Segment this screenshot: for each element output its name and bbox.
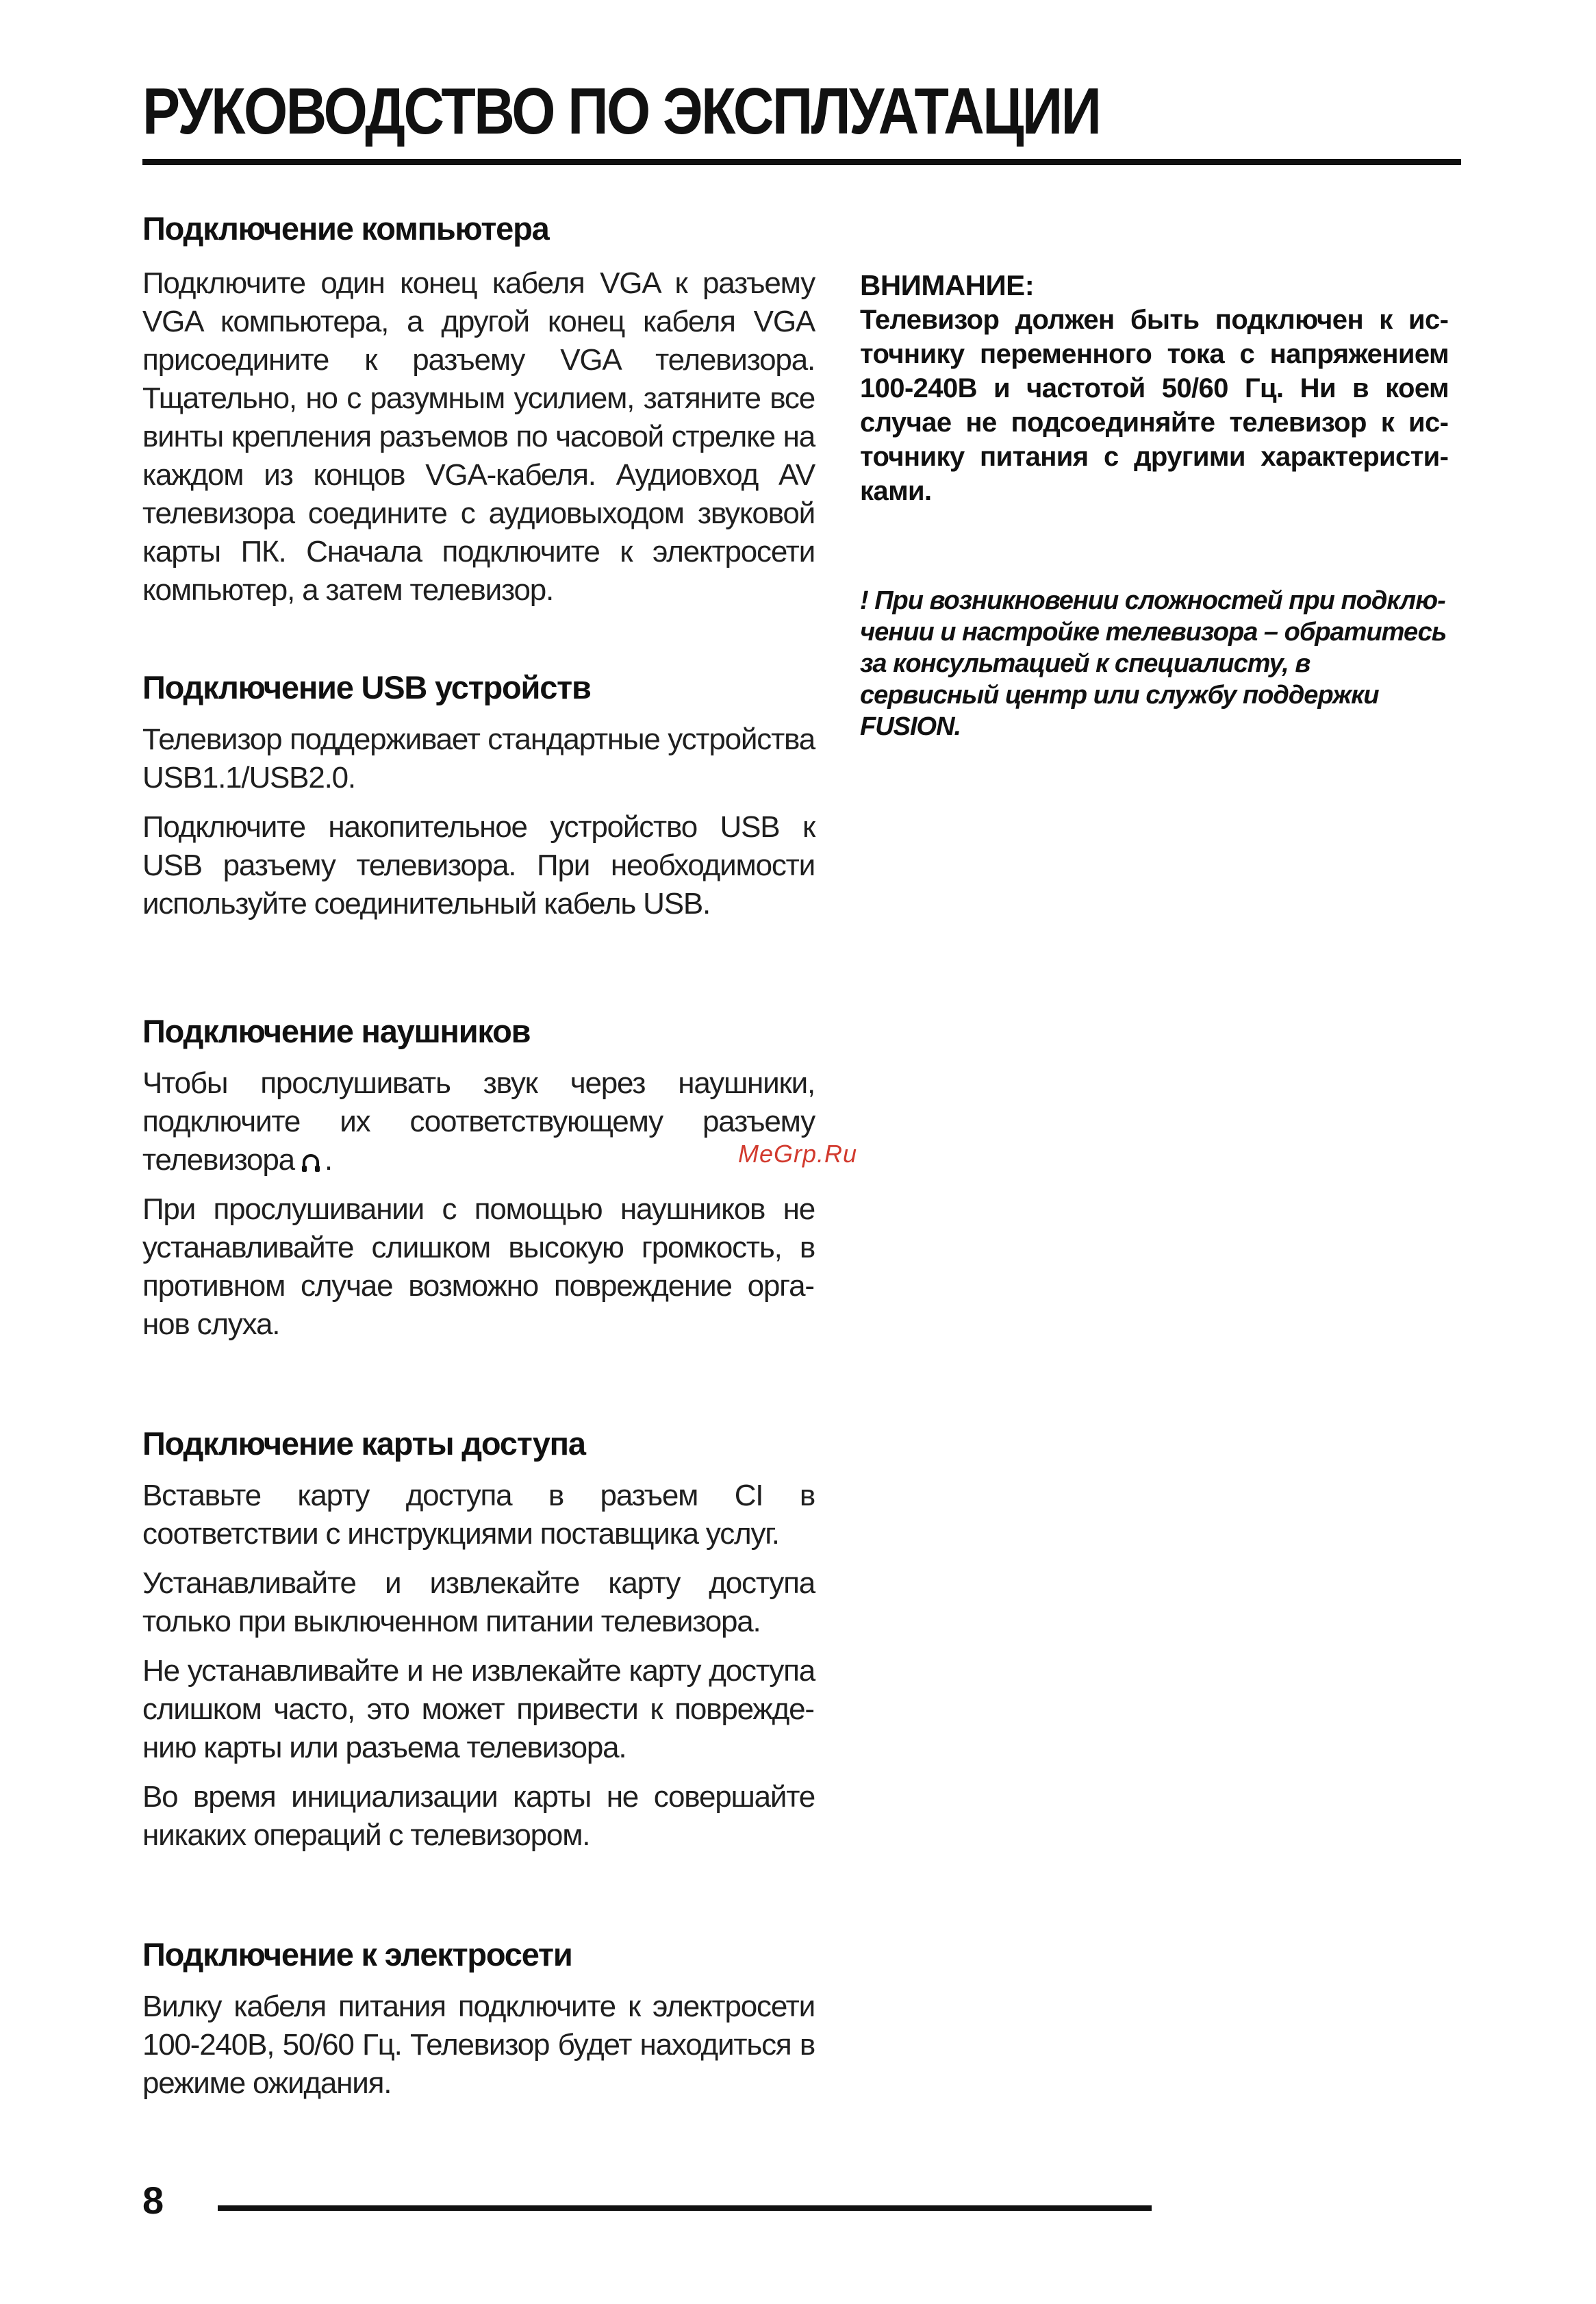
title-divider xyxy=(142,159,1461,165)
headphones-icon xyxy=(301,1152,320,1173)
paragraph-headphones-1-text: Чтобы прослушивать звук через наушники, подключите их соответствующему разъему телевизора xyxy=(142,1066,815,1177)
section-heading-headphones: Подключение наушников xyxy=(142,1013,531,1049)
section-headphones-connection xyxy=(142,1008,815,1344)
attention-box xyxy=(860,268,1449,508)
section-heading-power: Подключение к электросети xyxy=(142,1936,572,1973)
section-heading-usb: Подключение USB устройств xyxy=(142,669,591,705)
paragraph-card-3: Не устанавливайте и не извлекайте карту доступа слишком часто, это может привести к повреждению карты или разъема телевизора. xyxy=(142,1654,815,1764)
paragraph-headphones-1-end: . xyxy=(324,1143,332,1177)
section-heading-card: Подключение карты доступа xyxy=(142,1425,585,1462)
section-heading-computer: Подключение компьютера xyxy=(142,210,549,247)
paragraph-power-1: Вилку кабеля питания подключите к электросети 100-240В, 50/60 Гц. Телевизор будет находиться в режиме ожидания. xyxy=(142,1990,815,2100)
attention-text: Телевизор должен быть подключен к источнику переменного тока с напряжением 100-240В и частотой 50/60 Гц. Ни в коем случае не подсоединяйте телевизор к источнику питания с другими характеристиками. xyxy=(860,305,1449,506)
page-number: 8 xyxy=(142,2179,164,2222)
attention-label: ВНИМАНИЕ: xyxy=(860,269,1035,301)
paragraph-headphones-1 xyxy=(142,1064,815,1179)
watermark: MeGrp.Ru xyxy=(738,1140,858,1168)
support-note: ! При возникновении сложностей при подключении и настройке телевизора – обратитесь за консультацией к специалисту, в сервисный центр или службу поддержки FUSION. xyxy=(860,586,1447,741)
paragraph-usb-1: Телевизор поддерживает стандартные устройства USB1.1/USB2.0. xyxy=(142,723,815,794)
paragraph-card-4: Во время инициализации карты не совершайте никаких операций с телевизором. xyxy=(142,1780,815,1852)
footer-divider xyxy=(218,2205,1152,2211)
paragraph-usb-2: Подключите накопительное устройство USB к USB разъему телевизора. При необходимости используйте соединительный кабель USB. xyxy=(142,810,815,921)
left-column xyxy=(142,205,815,2103)
paragraph-card-2: Устанавливайте и извлекайте карту доступа только при выключенном питании телевизора. xyxy=(142,1566,815,1638)
section-usb-connection xyxy=(142,664,815,923)
paragraph-computer-1: Подключите один конец кабеля VGA к разъему VGA компьютера, а другой конец кабеля VGA присоедините к разъему VGA телевизора. Тщательно, но с разумным усилием, затяните все винты крепления разъемов по часовой стрелке на каждом из концов VGA-кабеля. Аудиовход AV телевизора соедините с аудиовыходом звуковой карты ПК. Сначала подключите к электросети компьютер, а затем телевизор. xyxy=(142,266,815,607)
paragraph-card-1: Вставьте карту доступа в разъем CI в соответствии с инструкциями поставщика услуг. xyxy=(142,1479,815,1551)
section-computer-connection xyxy=(142,205,815,610)
right-column xyxy=(860,268,1449,768)
section-power-connection xyxy=(142,1931,815,2103)
section-access-card xyxy=(142,1420,815,1855)
paragraph-headphones-2: При прослушивании с помощью наушников не устанавливайте слишком высокую громкость, в противном случае возможно повреждение органов слуха. xyxy=(142,1192,815,1341)
page-title: РУКОВОДСТВО ПО ЭКСПЛУАТАЦИИ xyxy=(142,75,1100,148)
